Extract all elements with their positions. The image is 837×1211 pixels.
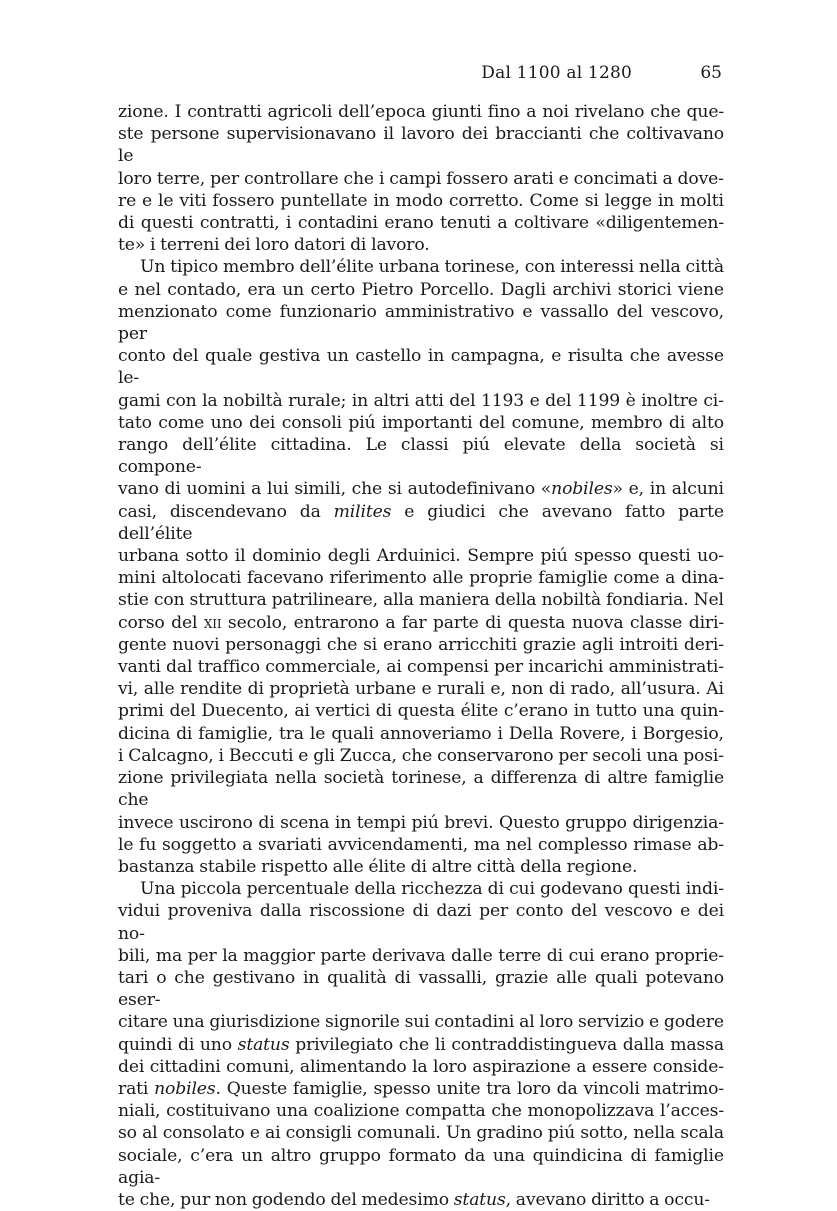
- text-line: menzionato come funzionario amministrativo e vassallo del vescovo, per: [118, 301, 724, 345]
- text-line: conto del quale gestiva un castello in campagna, e risulta che avesse le-: [118, 346, 724, 389]
- text-line: zione. I contratti agricoli dell’epoca giunti fino a noi rivelano che que-: [118, 102, 724, 122]
- text-line: casi, discendevano da milites e giudici che avevano fatto parte dell’élite: [118, 501, 724, 544]
- text-line: te» i terreni dei loro datori di lavoro.: [118, 235, 430, 256]
- text-line: so al consolato e ai consigli comunali. Un gradino piú sotto, nella scala: [118, 1123, 724, 1144]
- italic-term: nobiles: [551, 479, 613, 500]
- text-line: vano di uomini a lui simili, che si autodefinivano «nobiles» e, in alcuni: [118, 479, 724, 500]
- text-line: tari o che gestivano in qualità di vassalli, grazie alle quali potevano eser-: [118, 967, 724, 1011]
- text-line: bili, ma per la maggior parte derivava dalle terre di cui erano proprie-: [118, 945, 724, 966]
- italic-term: nobiles: [154, 1078, 216, 1099]
- text-line: e nel contado, era un certo Pietro Porcello. Dagli archivi storici viene: [118, 279, 724, 300]
- text-line: citare una giurisdizione signorile sui contadini al loro servizio e godere: [118, 1012, 724, 1033]
- text-line: di questi contratti, i contadini erano tenuti a coltivare «diligentemen-: [118, 213, 724, 234]
- italic-term: milites: [333, 501, 392, 522]
- running-head-title: Dal 1100 al 1280: [481, 63, 632, 83]
- text-line: stie con struttura patrilineare, alla maniera della nobiltà fondiaria. Nel: [118, 590, 724, 611]
- text-line: loro terre, per controllare che i campi fossero arati e concimati a dove-: [118, 168, 724, 189]
- text-line: niali, costituivano una coalizione compatta che monopolizzava l’acces-: [118, 1101, 724, 1122]
- body-text: [118, 101, 724, 1211]
- text-line: ste persone supervisionavano il lavoro dei braccianti che coltivavano le: [118, 124, 724, 167]
- text-line: Una piccola percentuale della ricchezza di cui godevano questi indi-: [140, 879, 724, 900]
- text-line: mini altolocati facevano riferimento alle proprie famiglie come a dina-: [118, 568, 724, 589]
- paragraph: [118, 256, 724, 878]
- text-line: Un tipico membro dell’élite urbana torinese, con interessi nella città: [140, 257, 724, 278]
- text-line: corso del xii secolo, entrarono a far parte di questa nuova classe diri-: [118, 612, 724, 633]
- text-line: rati nobiles. Queste famiglie, spesso unite tra loro da vincoli matrimo-: [118, 1078, 724, 1099]
- paragraph: [118, 101, 724, 256]
- text-line: sociale, c’era un altro gruppo formato da una quindicina di famiglie agia-: [118, 1145, 724, 1188]
- text-line: te che, pur non godendo del medesimo status, avevano diritto a occu-: [118, 1189, 710, 1210]
- text-line: vanti dal traffico commerciale, ai compensi per incarichi amministrati-: [118, 657, 724, 678]
- text-line: tato come uno dei consoli piú importanti del comune, membro di alto: [118, 412, 724, 433]
- text-line: gami con la nobiltà rurale; in altri atti del 1193 e del 1199 è inoltre ci-: [118, 390, 724, 411]
- running-head: [118, 63, 724, 85]
- text-line: le fu soggetto a svariati avvicendamenti, ma nel complesso rimase ab-: [118, 834, 724, 855]
- italic-term: status: [237, 1034, 290, 1055]
- text-line: bastanza stabile rispetto alle élite di altre città della regione.: [118, 856, 638, 877]
- text-line: vidui proveniva dalla riscossione di dazi per conto del vescovo e dei no-: [118, 901, 724, 944]
- text-line: rango dell’élite cittadina. Le classi piú elevate della società si compone-: [118, 435, 724, 478]
- italic-term: status: [453, 1189, 506, 1210]
- text-line: dei cittadini comuni, alimentando la loro aspirazione a essere conside-: [118, 1056, 724, 1077]
- text-line: dicina di famiglie, tra le quali annoveriamo i Della Rovere, i Borgesio,: [118, 723, 724, 744]
- text-line: i Calcagno, i Beccuti e gli Zucca, che conservarono per secoli una posi-: [118, 745, 724, 766]
- text-line: vi, alle rendite di proprietà urbane e rurali e, non di rado, all’usura. Ai: [118, 679, 724, 700]
- paragraph: [118, 878, 724, 1211]
- small-caps-term: xii: [203, 612, 222, 633]
- text-line: urbana sotto il dominio degli Arduinici. Sempre piú spesso questi uo-: [118, 546, 724, 567]
- text-line: invece uscirono di scena in tempi piú brevi. Questo gruppo dirigenzia-: [118, 812, 724, 833]
- page-number: 65: [700, 63, 722, 83]
- text-line: primi del Duecento, ai vertici di questa élite c’erano in tutto una quin-: [118, 701, 724, 722]
- text-line: zione privilegiata nella società torinese, a differenza di altre famiglie che: [118, 768, 724, 811]
- text-line: re e le viti fossero puntellate in modo corretto. Come si legge in molti: [118, 190, 724, 211]
- text-line: quindi di uno status privilegiato che li contraddistingueva dalla massa: [118, 1034, 724, 1055]
- text-line: gente nuovi personaggi che si erano arricchiti grazie agli introiti deri-: [118, 634, 724, 655]
